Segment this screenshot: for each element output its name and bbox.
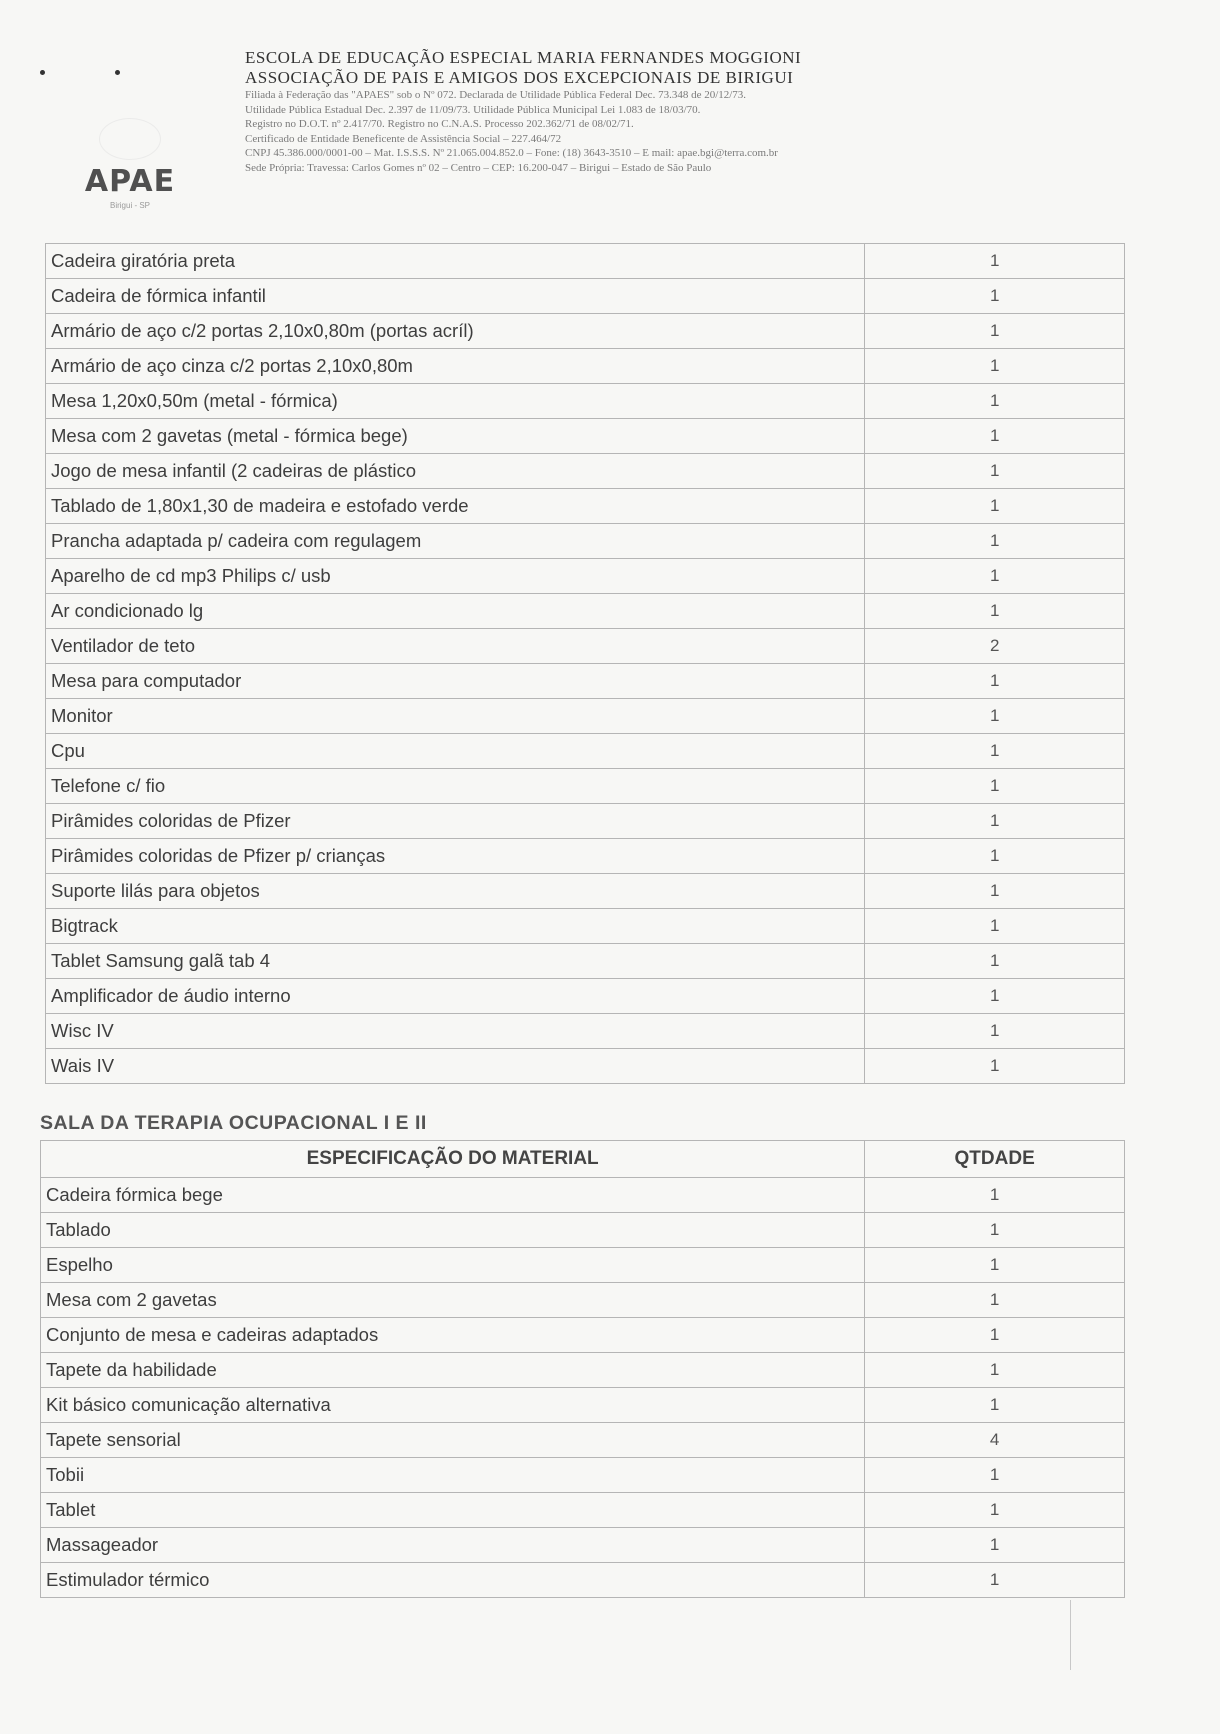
qty-cell: 1 — [865, 244, 1125, 279]
item-cell: Bigtrack — [46, 909, 865, 944]
item-cell: Mesa com 2 gavetas (metal - fórmica bege) — [46, 419, 865, 454]
qty-cell: 1 — [865, 524, 1125, 559]
item-cell: Amplificador de áudio interno — [46, 979, 865, 1014]
logo-emblem-icon — [99, 118, 161, 160]
letterhead — [70, 48, 1130, 218]
item-cell: Prancha adaptada p/ cadeira com regulagem — [46, 524, 865, 559]
inventory-table-body — [46, 244, 1125, 1084]
qty-cell: 1 — [865, 1493, 1125, 1528]
qty-cell: 1 — [865, 314, 1125, 349]
header-line: Filiada à Federação das "APAES" sob o Nº 072. Declarada de Utilidade Pública Federal Dec. 73.348 de 20/12/73. — [245, 89, 747, 101]
qty-cell: 1 — [865, 909, 1125, 944]
table-row — [46, 1049, 1125, 1084]
qty-cell: 1 — [865, 1353, 1125, 1388]
table-row — [46, 559, 1125, 594]
table-row — [46, 279, 1125, 314]
qty-cell: 1 — [865, 699, 1125, 734]
dot-mark — [40, 70, 45, 75]
item-cell: Suporte lilás para objetos — [46, 874, 865, 909]
column-header-qty: QTDADE — [865, 1141, 1125, 1178]
table-row — [41, 1458, 1125, 1493]
table-row — [46, 384, 1125, 419]
item-cell: Mesa 1,20x0,50m (metal - fórmica) — [46, 384, 865, 419]
table-row — [41, 1283, 1125, 1318]
logo-name: APAE — [84, 164, 176, 199]
table-row — [41, 1213, 1125, 1248]
table-header-row — [41, 1141, 1125, 1178]
table-row — [46, 349, 1125, 384]
item-cell: Wais IV — [46, 1049, 865, 1084]
qty-cell: 1 — [865, 804, 1125, 839]
apae-logo — [70, 118, 190, 210]
table-row — [41, 1353, 1125, 1388]
item-cell: Tablado — [41, 1213, 865, 1248]
qty-cell: 1 — [865, 594, 1125, 629]
table-row — [46, 244, 1125, 279]
table-row — [46, 874, 1125, 909]
item-cell: Cadeira fórmica bege — [41, 1178, 865, 1213]
item-cell: Wisc IV — [46, 1014, 865, 1049]
table-row — [46, 769, 1125, 804]
item-cell: Tapete da habilidade — [41, 1353, 865, 1388]
table-row — [46, 699, 1125, 734]
qty-cell: 1 — [865, 1528, 1125, 1563]
qty-cell: 1 — [865, 1458, 1125, 1493]
margin-mark — [1050, 1600, 1071, 1670]
item-cell: Tablet Samsung galã tab 4 — [46, 944, 865, 979]
section-title: SALA DA TERAPIA OCUPACIONAL I E II — [40, 1112, 427, 1134]
item-cell: Mesa com 2 gavetas — [41, 1283, 865, 1318]
association-name: ASSOCIAÇÃO DE PAIS E AMIGOS DOS EXCEPCIONAIS DE BIRIGUI — [245, 68, 794, 87]
qty-cell: 1 — [865, 1049, 1125, 1084]
qty-cell: 1 — [865, 1283, 1125, 1318]
table-row — [41, 1318, 1125, 1353]
item-cell: Cadeira de fórmica infantil — [46, 279, 865, 314]
qty-cell: 1 — [865, 1213, 1125, 1248]
logo-subtitle: Birigui - SP — [109, 201, 150, 210]
therapy-room-table — [40, 1140, 1125, 1598]
letterhead-text — [245, 48, 1125, 175]
table-row — [41, 1178, 1125, 1213]
item-cell: Pirâmides coloridas de Pfizer p/ crianças — [46, 839, 865, 874]
table-row — [46, 909, 1125, 944]
qty-cell: 1 — [865, 944, 1125, 979]
qty-cell: 1 — [865, 1318, 1125, 1353]
item-cell: Ventilador de teto — [46, 629, 865, 664]
table-row — [41, 1388, 1125, 1423]
table-row — [46, 944, 1125, 979]
item-cell: Cadeira giratória preta — [46, 244, 865, 279]
table-row — [46, 314, 1125, 349]
item-cell: Armário de aço cinza c/2 portas 2,10x0,80m — [46, 349, 865, 384]
qty-cell: 1 — [865, 349, 1125, 384]
item-cell: Conjunto de mesa e cadeiras adaptados — [41, 1318, 865, 1353]
table-row — [41, 1423, 1125, 1458]
header-line: Registro no D.O.T. nº 2.417/70. Registro no C.N.A.S. Processo 202.362/71 de 08/02/71. — [245, 118, 634, 130]
qty-cell: 1 — [865, 1178, 1125, 1213]
item-cell: Jogo de mesa infantil (2 cadeiras de plástico — [46, 454, 865, 489]
item-cell: Ar condicionado lg — [46, 594, 865, 629]
qty-cell: 4 — [865, 1423, 1125, 1458]
table-row — [46, 839, 1125, 874]
table-row — [46, 979, 1125, 1014]
qty-cell: 1 — [865, 489, 1125, 524]
item-cell: Tablado de 1,80x1,30 de madeira e estofado verde — [46, 489, 865, 524]
table-row — [41, 1563, 1125, 1598]
table-row — [46, 419, 1125, 454]
item-cell: Monitor — [46, 699, 865, 734]
qty-cell: 1 — [865, 839, 1125, 874]
qty-cell: 1 — [865, 874, 1125, 909]
table-row — [46, 804, 1125, 839]
item-cell: Armário de aço c/2 portas 2,10x0,80m (portas acríl) — [46, 314, 865, 349]
item-cell: Massageador — [41, 1528, 865, 1563]
item-cell: Pirâmides coloridas de Pfizer — [46, 804, 865, 839]
header-line: Utilidade Pública Estadual Dec. 2.397 de 11/09/73. Utilidade Pública Municipal Lei 1.083 de 18/03/70. — [245, 103, 701, 116]
inventory-table — [45, 243, 1125, 1084]
item-cell: Espelho — [41, 1248, 865, 1283]
therapy-room-table-body — [41, 1178, 1125, 1598]
qty-cell: 1 — [865, 384, 1125, 419]
header-line: Certificado de Entidade Beneficente de Assistência Social – 227.464/72 — [245, 132, 562, 145]
table-row — [46, 629, 1125, 664]
item-cell: Mesa para computador — [46, 664, 865, 699]
table-row — [46, 454, 1125, 489]
item-cell: Tapete sensorial — [41, 1423, 865, 1458]
item-cell: Tobii — [41, 1458, 865, 1493]
table-row — [41, 1493, 1125, 1528]
table-row — [46, 734, 1125, 769]
item-cell: Telefone c/ fio — [46, 769, 865, 804]
header-line: CNPJ 45.386.000/0001-00 – Mat. I.S.S.S. Nº 21.065.004.852.0 – Fone: (18) 3643-3510 – E mail: apae.bgi@terra.com.br — [245, 147, 778, 159]
table-row — [46, 594, 1125, 629]
item-cell: Tablet — [41, 1493, 865, 1528]
column-header-spec: ESPECIFICAÇÃO DO MATERIAL — [41, 1141, 865, 1178]
table-row — [41, 1528, 1125, 1563]
qty-cell: 1 — [865, 1563, 1125, 1598]
qty-cell: 1 — [865, 1388, 1125, 1423]
table-row — [46, 524, 1125, 559]
qty-cell: 1 — [865, 769, 1125, 804]
item-cell: Aparelho de cd mp3 Philips c/ usb — [46, 559, 865, 594]
qty-cell: 1 — [865, 559, 1125, 594]
qty-cell: 1 — [865, 279, 1125, 314]
item-cell: Cpu — [46, 734, 865, 769]
qty-cell: 1 — [865, 1248, 1125, 1283]
qty-cell: 2 — [865, 629, 1125, 664]
item-cell: Kit básico comunicação alternativa — [41, 1388, 865, 1423]
qty-cell: 1 — [865, 979, 1125, 1014]
header-line: Sede Própria: Travessa: Carlos Gomes nº 02 – Centro – CEP: 16.200-047 – Birigui – Estado de São Paulo — [245, 161, 712, 174]
qty-cell: 1 — [865, 664, 1125, 699]
qty-cell: 1 — [865, 734, 1125, 769]
item-cell: Estimulador térmico — [41, 1563, 865, 1598]
table-row — [46, 489, 1125, 524]
school-name: ESCOLA DE EDUCAÇÃO ESPECIAL MARIA FERNANDES MOGGIONI — [245, 48, 802, 67]
table-row — [46, 664, 1125, 699]
qty-cell: 1 — [865, 454, 1125, 489]
table-row — [46, 1014, 1125, 1049]
table-row — [41, 1248, 1125, 1283]
qty-cell: 1 — [865, 1014, 1125, 1049]
qty-cell: 1 — [865, 419, 1125, 454]
